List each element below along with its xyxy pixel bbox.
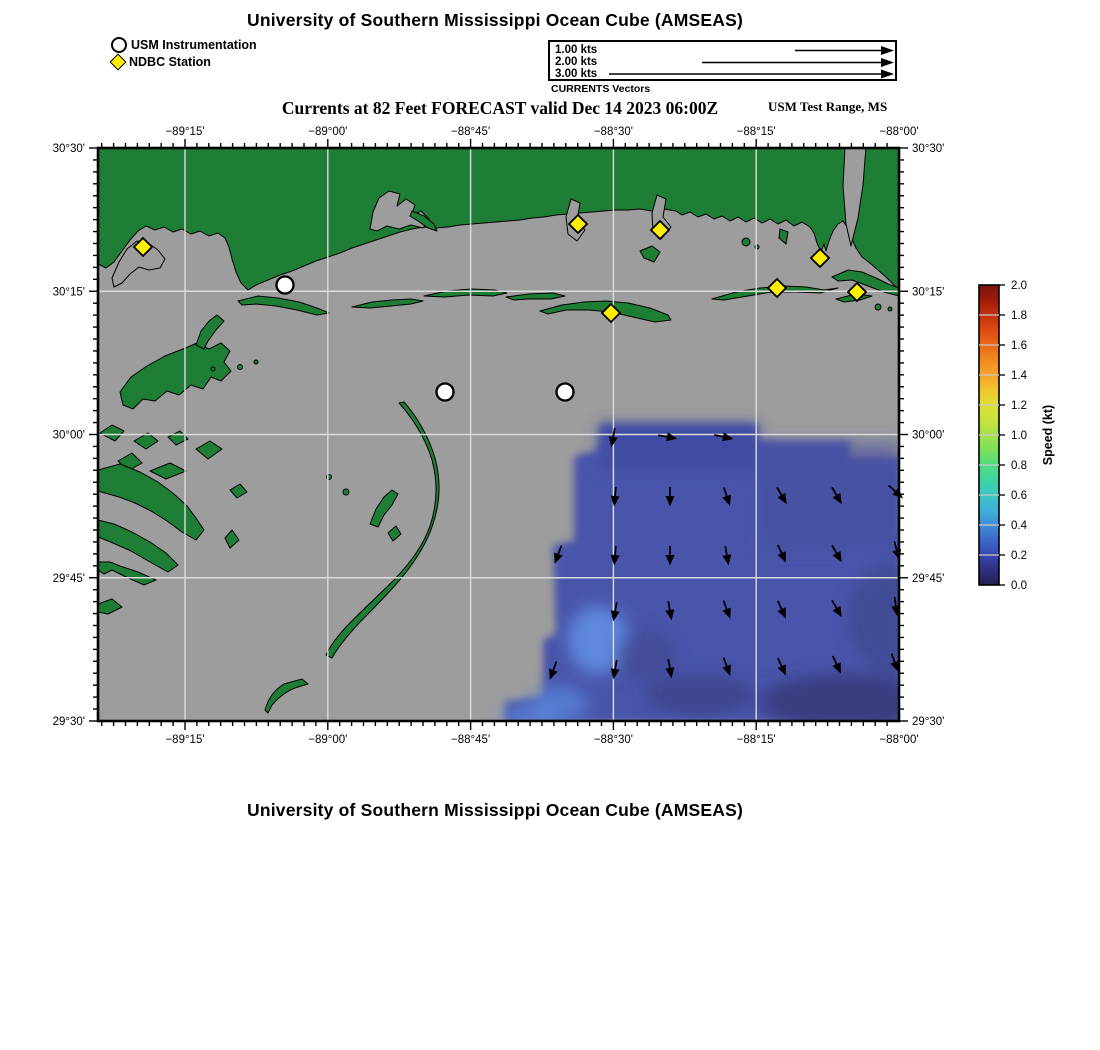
page-title: University of Southern Mississippi Ocean Cube (AMSEAS) xyxy=(246,10,744,30)
vector-legend-label-2kt: 2.00 kts xyxy=(555,56,598,68)
islet xyxy=(888,307,892,311)
x-axis-label: −88°30' xyxy=(593,126,633,138)
colorbar-tick-label: 1.8 xyxy=(1011,310,1027,322)
field-dark-blob xyxy=(645,675,755,715)
y-axis-label: 30°00' xyxy=(912,429,945,442)
y-axis-label: 30°30' xyxy=(52,143,85,155)
x-axis-label: −88°45' xyxy=(451,734,491,746)
footer-title: University of Southern Mississippi Ocean Cube (AMSEAS) xyxy=(246,800,744,820)
y-axis-label: 30°00' xyxy=(52,429,85,442)
usm-station-marker xyxy=(437,384,454,401)
usm-station-marker xyxy=(557,384,574,401)
y-axis-label: 29°45' xyxy=(52,572,85,585)
colorbar-tick-label: 0.0 xyxy=(1011,580,1027,592)
usm-station-marker xyxy=(277,277,294,294)
forecast-subtitle: Currents at 82 Feet FORECAST valid Dec 14 2023 06:00Z xyxy=(281,98,719,118)
x-axis-label: −89°00' xyxy=(308,734,348,746)
colorbar-tick-label: 1.6 xyxy=(1011,340,1027,352)
field-dark-blob xyxy=(615,630,675,680)
colorbar-tick-label: 0.8 xyxy=(1011,460,1027,472)
colorbar-tick-label: 2.0 xyxy=(1011,280,1027,292)
marker-legend-label-ndbc: NDBC Station xyxy=(129,54,211,69)
colorbar-tick-label: 1.2 xyxy=(1011,400,1027,412)
x-axis-label: −89°15' xyxy=(165,734,205,746)
y-axis-label: 30°15' xyxy=(52,286,85,299)
y-axis-label: 29°30' xyxy=(912,716,945,728)
x-axis-label: −89°00' xyxy=(308,126,348,138)
colorbar-tick-label: 0.4 xyxy=(1011,520,1027,532)
colorbar-title: Speed (kt) xyxy=(1041,404,1055,466)
vector-legend-label-3kt: 3.00 kts xyxy=(555,68,598,80)
region-label: USM Test Range, MS xyxy=(768,99,888,114)
colorbar xyxy=(979,280,1055,592)
field-dark-top xyxy=(600,424,758,472)
marsh-dot xyxy=(238,365,243,370)
x-axis-label: −88°00' xyxy=(879,126,919,138)
colorbar-tick-label: 0.2 xyxy=(1011,550,1027,562)
x-axis-label: −88°30' xyxy=(593,734,633,746)
vector-legend-caption: CURRENTS Vectors xyxy=(551,83,651,95)
colorbar-tick-label: 0.6 xyxy=(1011,490,1027,502)
y-axis-label: 30°30' xyxy=(912,143,945,155)
colorbar-tick-label: 1.0 xyxy=(1011,430,1027,442)
y-axis-label: 29°30' xyxy=(52,716,85,728)
marsh-dot xyxy=(211,367,215,371)
islet xyxy=(875,304,881,310)
y-axis-label: 30°15' xyxy=(912,286,945,299)
colorbar-tick-label: 1.4 xyxy=(1011,370,1027,382)
x-axis-label: −88°00' xyxy=(879,734,919,746)
islet xyxy=(343,489,349,495)
marsh-dot xyxy=(254,360,258,364)
islet xyxy=(742,238,750,246)
x-axis-label: −88°45' xyxy=(451,126,491,138)
x-axis-label: −89°15' xyxy=(165,126,205,138)
x-axis-label: −88°15' xyxy=(736,126,776,138)
vector-legend-label-1kt: 1.00 kts xyxy=(555,44,598,56)
x-axis-label: −88°15' xyxy=(736,734,776,746)
y-axis-label: 29°45' xyxy=(912,572,945,585)
marker-legend-label-usm: USM Instrumentation xyxy=(131,37,257,52)
